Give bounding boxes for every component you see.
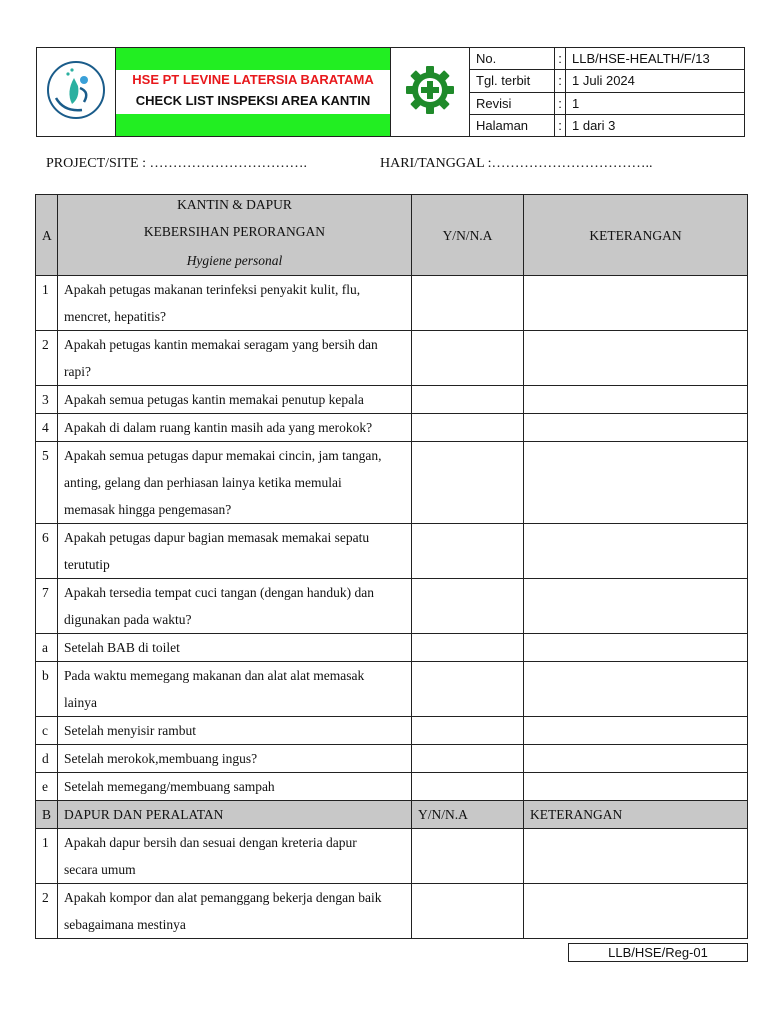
table-row (36, 634, 748, 662)
question-line: Apakah di dalam ruang kantin masih ada yang merokok? (64, 420, 373, 435)
remarks-cell[interactable] (524, 414, 748, 442)
remarks-cell[interactable] (524, 331, 748, 386)
question-line: Apakah kompor dan alat pemanggang bekerja dengan baik (64, 890, 382, 905)
question-line: Setelah memegang/membuang sampah (64, 779, 275, 794)
row-question (58, 414, 412, 442)
question-line: digunakan pada waktu? (64, 612, 192, 627)
remarks-cell[interactable] (524, 276, 748, 331)
answer-cell[interactable] (412, 829, 524, 884)
column-header-ynna: Y/N/N.A (412, 195, 524, 276)
question-line: rapi? (64, 364, 91, 379)
row-number: b (36, 662, 58, 717)
meta-sep: : (555, 48, 566, 70)
row-number: d (36, 745, 58, 773)
row-number: e (36, 773, 58, 801)
answer-cell[interactable] (412, 331, 524, 386)
remarks-cell[interactable] (524, 717, 748, 745)
question-line: Pada waktu memegang makanan dan alat alat memasak (64, 668, 365, 683)
table-row (36, 276, 748, 331)
question-line: mencret, hepatitis? (64, 309, 166, 324)
title-block (116, 48, 391, 137)
meta-sep: : (555, 114, 566, 136)
table-row (36, 524, 748, 579)
row-question (58, 634, 412, 662)
meta-value-number: LLB/HSE-HEALTH/F/13 (566, 48, 745, 70)
row-question (58, 662, 412, 717)
table-row (36, 331, 748, 386)
table-row (36, 386, 748, 414)
row-number: a (36, 634, 58, 662)
answer-cell[interactable] (412, 414, 524, 442)
remarks-cell[interactable] (524, 884, 748, 939)
question-line: Apakah semua petugas dapur memakai cincin, jam tangan, (64, 448, 382, 463)
question-line: secara umum (64, 862, 136, 877)
project-site-field[interactable]: PROJECT/SITE : ……………………………. (46, 156, 307, 171)
row-number: 2 (36, 331, 58, 386)
meta-label: Tgl. terbit (470, 70, 555, 92)
answer-cell[interactable] (412, 524, 524, 579)
meta-sep: : (555, 70, 566, 92)
section-code: A (36, 195, 58, 276)
table-row (36, 829, 748, 884)
answer-cell[interactable] (412, 717, 524, 745)
row-question (58, 524, 412, 579)
title-green-band-top (116, 48, 390, 70)
section-b-title: DAPUR DAN PERALATAN (58, 801, 412, 829)
table-row (36, 414, 748, 442)
question-line: memasak hingga pengemasan? (64, 502, 232, 517)
row-number: 4 (36, 414, 58, 442)
question-line: Apakah petugas dapur bagian memasak memakai sepatu (64, 530, 370, 545)
question-line: Apakah petugas makanan terinfeksi penyakit kulit, flu, (64, 282, 361, 297)
meta-label: Revisi (470, 92, 555, 114)
table-row (36, 579, 748, 634)
table-row (36, 662, 748, 717)
question-line: Setelah BAB di toilet (64, 640, 180, 655)
company-logo (37, 48, 116, 137)
row-number: 6 (36, 524, 58, 579)
table-row (36, 717, 748, 745)
remarks-cell[interactable] (524, 579, 748, 634)
question-line: Apakah petugas kantin memakai seragam yang bersih dan (64, 337, 378, 352)
answer-cell[interactable] (412, 634, 524, 662)
section-a-title-line2: KEBERSIHAN PERORANGAN (143, 224, 326, 239)
row-question (58, 884, 412, 939)
question-line: Setelah menyisir rambut (64, 723, 196, 738)
question-line: Setelah merokok,membuang ingus? (64, 751, 258, 766)
section-a-title-line3: Hygiene personal (186, 253, 283, 268)
remarks-cell[interactable] (524, 745, 748, 773)
remarks-cell[interactable] (524, 634, 748, 662)
answer-cell[interactable] (412, 386, 524, 414)
document-header (36, 47, 745, 137)
meta-value-revision: 1 (566, 92, 745, 114)
section-b-header (36, 801, 748, 829)
row-number: c (36, 717, 58, 745)
row-number: 5 (36, 442, 58, 524)
column-header-ynna: Y/N/N.A (412, 801, 524, 829)
question-line: sebagaimana mestinya (64, 917, 186, 932)
safety-gear-icon (404, 64, 456, 116)
row-question (58, 331, 412, 386)
row-question (58, 386, 412, 414)
remarks-cell[interactable] (524, 829, 748, 884)
meta-label: Halaman (470, 114, 555, 136)
table-row (36, 773, 748, 801)
remarks-cell[interactable] (524, 386, 748, 414)
answer-cell[interactable] (412, 773, 524, 801)
section-code: B (36, 801, 58, 829)
row-number: 1 (36, 829, 58, 884)
title-text-area (116, 70, 390, 114)
row-question (58, 829, 412, 884)
answer-cell[interactable] (412, 745, 524, 773)
question-line: lainya (64, 695, 97, 710)
table-row (36, 442, 748, 524)
column-header-keterangan: KETERANGAN (524, 801, 748, 829)
table-row (36, 745, 748, 773)
remarks-cell[interactable] (524, 524, 748, 579)
meta-value-page: 1 dari 3 (566, 114, 745, 136)
remarks-cell[interactable] (524, 662, 748, 717)
row-question (58, 773, 412, 801)
question-line: terututip (64, 557, 110, 572)
company-logo-icon (44, 58, 108, 122)
answer-cell[interactable] (412, 884, 524, 939)
row-question (58, 276, 412, 331)
title-green-band-bottom (116, 114, 390, 136)
remarks-cell[interactable] (524, 442, 748, 524)
meta-sep: : (555, 92, 566, 114)
row-number: 7 (36, 579, 58, 634)
question-line: Apakah semua petugas kantin memakai penutup kepala (64, 392, 364, 407)
row-question (58, 442, 412, 524)
form-title: CHECK LIST INSPEKSI AREA KANTIN (135, 93, 371, 108)
row-question (58, 579, 412, 634)
answer-cell[interactable] (412, 442, 524, 524)
table-row (36, 884, 748, 939)
row-question (58, 745, 412, 773)
section-a-header (36, 195, 748, 276)
checklist-table (35, 194, 748, 939)
safety-gear-logo (391, 48, 470, 137)
question-line: Apakah tersedia tempat cuci tangan (dengan handuk) dan (64, 585, 374, 600)
row-number: 2 (36, 884, 58, 939)
remarks-cell[interactable] (524, 773, 748, 801)
footer-document-code: LLB/HSE/Reg-01 (568, 943, 748, 962)
row-number: 1 (36, 276, 58, 331)
question-line: anting, gelang dan perhiasan lainya ketika memulai (64, 475, 342, 490)
company-name: HSE PT LEVINE LATERSIA BARATAMA (132, 72, 374, 87)
row-question (58, 717, 412, 745)
answer-cell[interactable] (412, 276, 524, 331)
section-a-title-line1: KANTIN & DAPUR (177, 197, 292, 212)
row-number: 3 (36, 386, 58, 414)
answer-cell[interactable] (412, 579, 524, 634)
answer-cell[interactable] (412, 662, 524, 717)
question-line: Apakah dapur bersih dan sesuai dengan kreteria dapur (64, 835, 357, 850)
column-header-keterangan: KETERANGAN (524, 195, 748, 276)
meta-label: No. (470, 48, 555, 70)
section-a-title (58, 195, 412, 276)
meta-value-issue-date: 1 Juli 2024 (566, 70, 745, 92)
date-field[interactable]: HARI/TANGGAL :…………………………….. (380, 156, 653, 171)
